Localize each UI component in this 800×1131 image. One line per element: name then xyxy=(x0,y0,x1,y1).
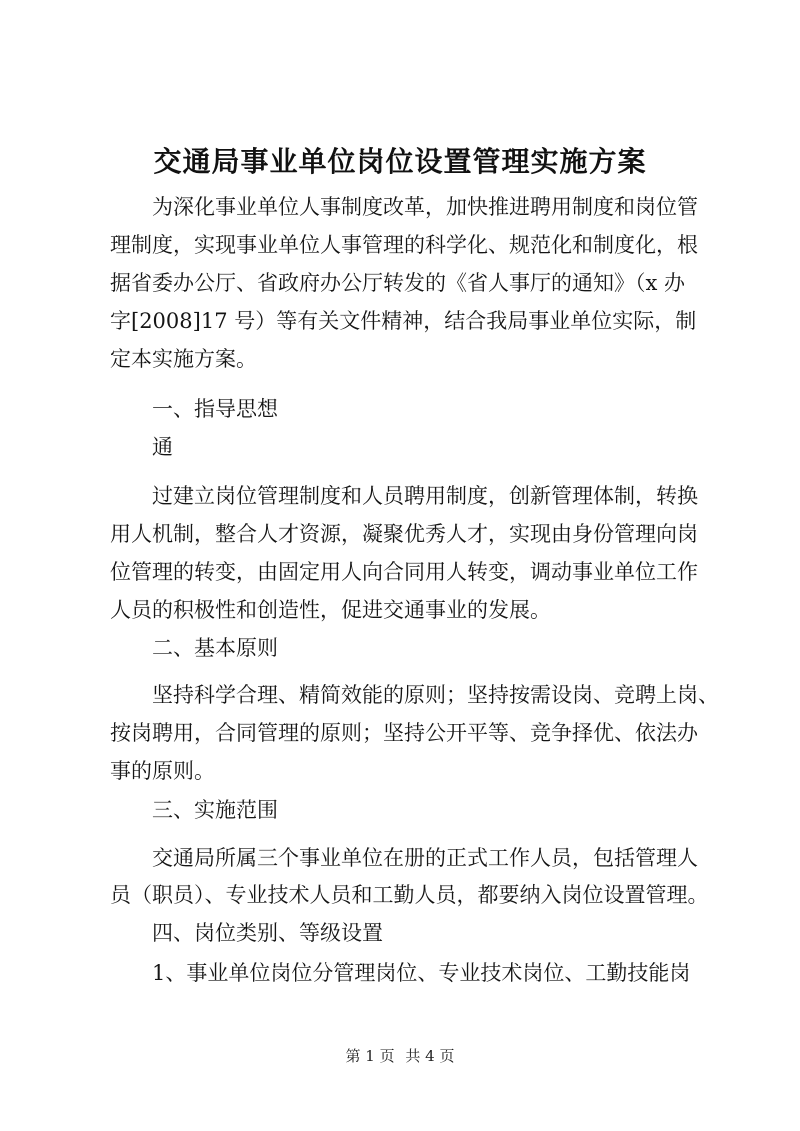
section-heading: 四、岗位类别、等级设置 xyxy=(152,921,383,945)
document-title: 交通局事业单位岗位设置管理实施方案 xyxy=(153,145,647,178)
paragraph-line: 用人机制，整合人才资源，凝聚优秀人才，实现由身份管理向岗 xyxy=(110,522,698,546)
paragraph-line: 位管理的转变，由固定用人向合同用人转变，调动事业单位工作 xyxy=(110,560,698,584)
paragraph-line: 坚持科学合理、精简效能的原则；坚持按需设岗、竞聘上岗、 xyxy=(152,683,719,707)
page-number: 第 1 页 xyxy=(345,1047,395,1065)
section-heading: 一、指导思想 xyxy=(152,397,278,421)
section-heading: 三、实施范围 xyxy=(152,798,278,822)
paragraph-line: 人员的积极性和创造性，促进交通事业的发展。 xyxy=(110,598,551,622)
paragraph-line: 字[2008]17 号）等有关文件精神，结合我局事业单位实际，制 xyxy=(110,309,697,333)
paragraph-line: 1、事业单位岗位分管理岗位、专业技术岗位、工勤技能岗 xyxy=(152,961,691,985)
paragraph-line: 据省委办公厅、省政府办公厅转发的《省人事厅的通知》（x 办 xyxy=(110,271,686,295)
paragraph-line: 交通局所属三个事业单位在册的正式工作人员，包括管理人 xyxy=(152,846,698,870)
paragraph-line: 过建立岗位管理制度和人员聘用制度，创新管理体制，转换 xyxy=(152,484,698,508)
paragraph-line: 通 xyxy=(152,435,173,459)
paragraph-line: 理制度，实现事业单位人事管理的科学化、规范化和制度化，根 xyxy=(110,233,698,257)
paragraph-line: 事的原则。 xyxy=(110,759,215,783)
paragraph-line: 定本实施方案。 xyxy=(110,347,257,371)
page-total: 共 4 页 xyxy=(405,1047,455,1065)
paragraph-line: 按岗聘用，合同管理的原则；坚持公开平等、竞争择优、依法办 xyxy=(110,721,698,745)
paragraph-line: 员（职员）、专业技术人员和工勤人员，都要纳入岗位设置管理。 xyxy=(110,883,709,907)
section-heading: 二、基本原则 xyxy=(152,636,278,660)
paragraph-line: 为深化事业单位人事制度改革，加快推进聘用制度和岗位管 xyxy=(152,195,698,219)
page-footer xyxy=(0,1046,800,1066)
